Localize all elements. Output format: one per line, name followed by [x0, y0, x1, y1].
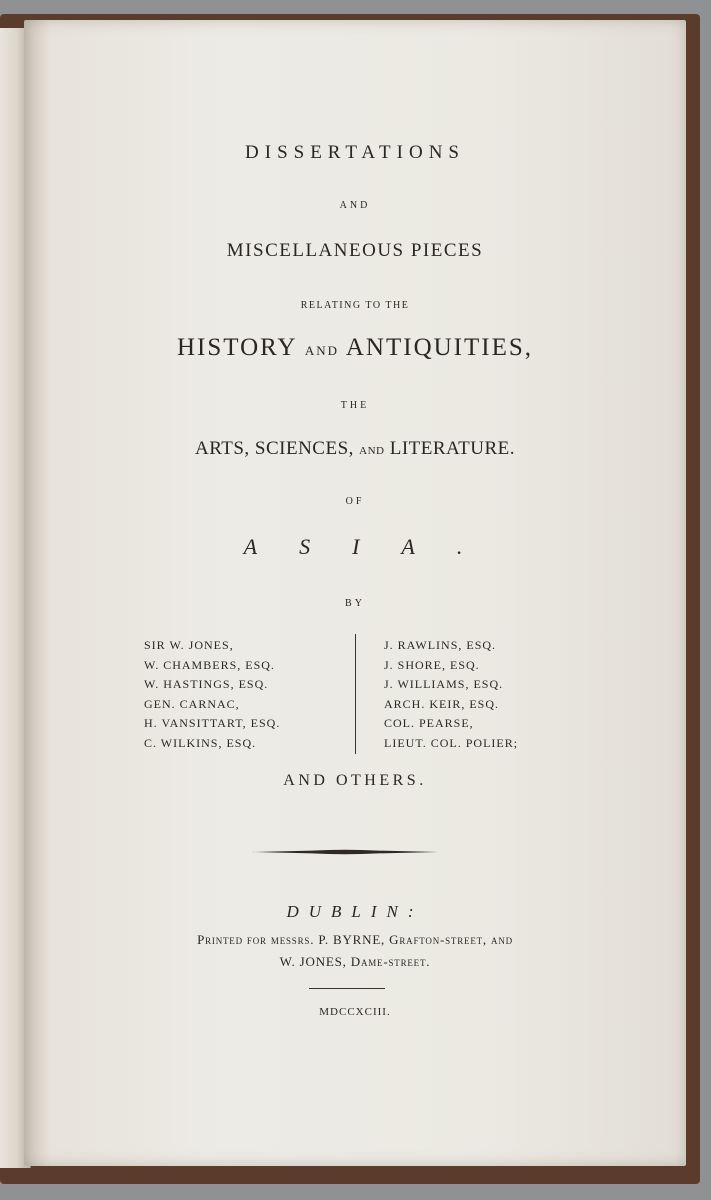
- title-miscellaneous-pieces: MISCELLANEOUS PIECES: [226, 240, 484, 261]
- authors-column-divider: [355, 634, 356, 754]
- imprint-date: MDCCXCIII.: [319, 1006, 391, 1018]
- title-and: AND: [339, 200, 371, 211]
- title-relating-to-the: RELATING TO THE: [300, 300, 410, 311]
- title-by: BY: [345, 598, 365, 609]
- author-name: ARCH. KEIR, ESQ.: [384, 696, 500, 711]
- author-name: C. WILKINS, ESQ.: [144, 735, 257, 750]
- title-arts-and: and: [359, 442, 385, 458]
- title-dissertations: DISSERTATIONS: [245, 142, 465, 163]
- authors-right-column: [384, 636, 518, 753]
- author-name: LIEUT. COL. POLIER;: [384, 735, 519, 750]
- author-name: W. CHAMBERS, ESQ.: [144, 657, 275, 672]
- imprint-printer-second-line: W. JONES, Dame-street.: [279, 954, 431, 969]
- author-name: W. HASTINGS, ESQ.: [144, 677, 269, 691]
- author-name: J. RAWLINS, ESQ.: [384, 638, 497, 652]
- title-antiquities: ANTIQUITIES,: [345, 334, 534, 361]
- author-name: J. SHORE, ESQ.: [384, 657, 480, 672]
- title-literature: LITERATURE.: [389, 438, 516, 459]
- author-name: J. WILLIAMS, ESQ.: [384, 677, 504, 691]
- imprint-place: DUBLIN:: [286, 902, 424, 921]
- short-rule: [309, 988, 385, 989]
- author-name: COL. PEARSE,: [384, 716, 474, 730]
- title-arts-sciences-literature: [24, 438, 686, 460]
- authors-left-column: [144, 636, 280, 753]
- title-history-and-antiquities: [24, 334, 686, 362]
- imprint-printed-for: Printed for messrs. P. BYRNE, Grafton-street, and: [197, 932, 513, 947]
- author-name: H. VANSITTART, ESQ.: [144, 716, 281, 730]
- title-of: OF: [345, 496, 365, 507]
- title-history: HISTORY: [176, 334, 297, 361]
- title-arts-sciences: ARTS, SCIENCES,: [194, 438, 354, 459]
- title-page: [24, 20, 686, 1166]
- ornamental-rule: [252, 848, 438, 856]
- author-name: SIR W. JONES,: [144, 638, 234, 652]
- title-the: THE: [340, 400, 370, 411]
- title-history-and: and: [304, 339, 339, 360]
- author-name: GEN. CARNAC,: [144, 696, 240, 711]
- title-asia: ASIA.: [243, 534, 505, 559]
- and-others: AND OTHERS.: [283, 772, 427, 789]
